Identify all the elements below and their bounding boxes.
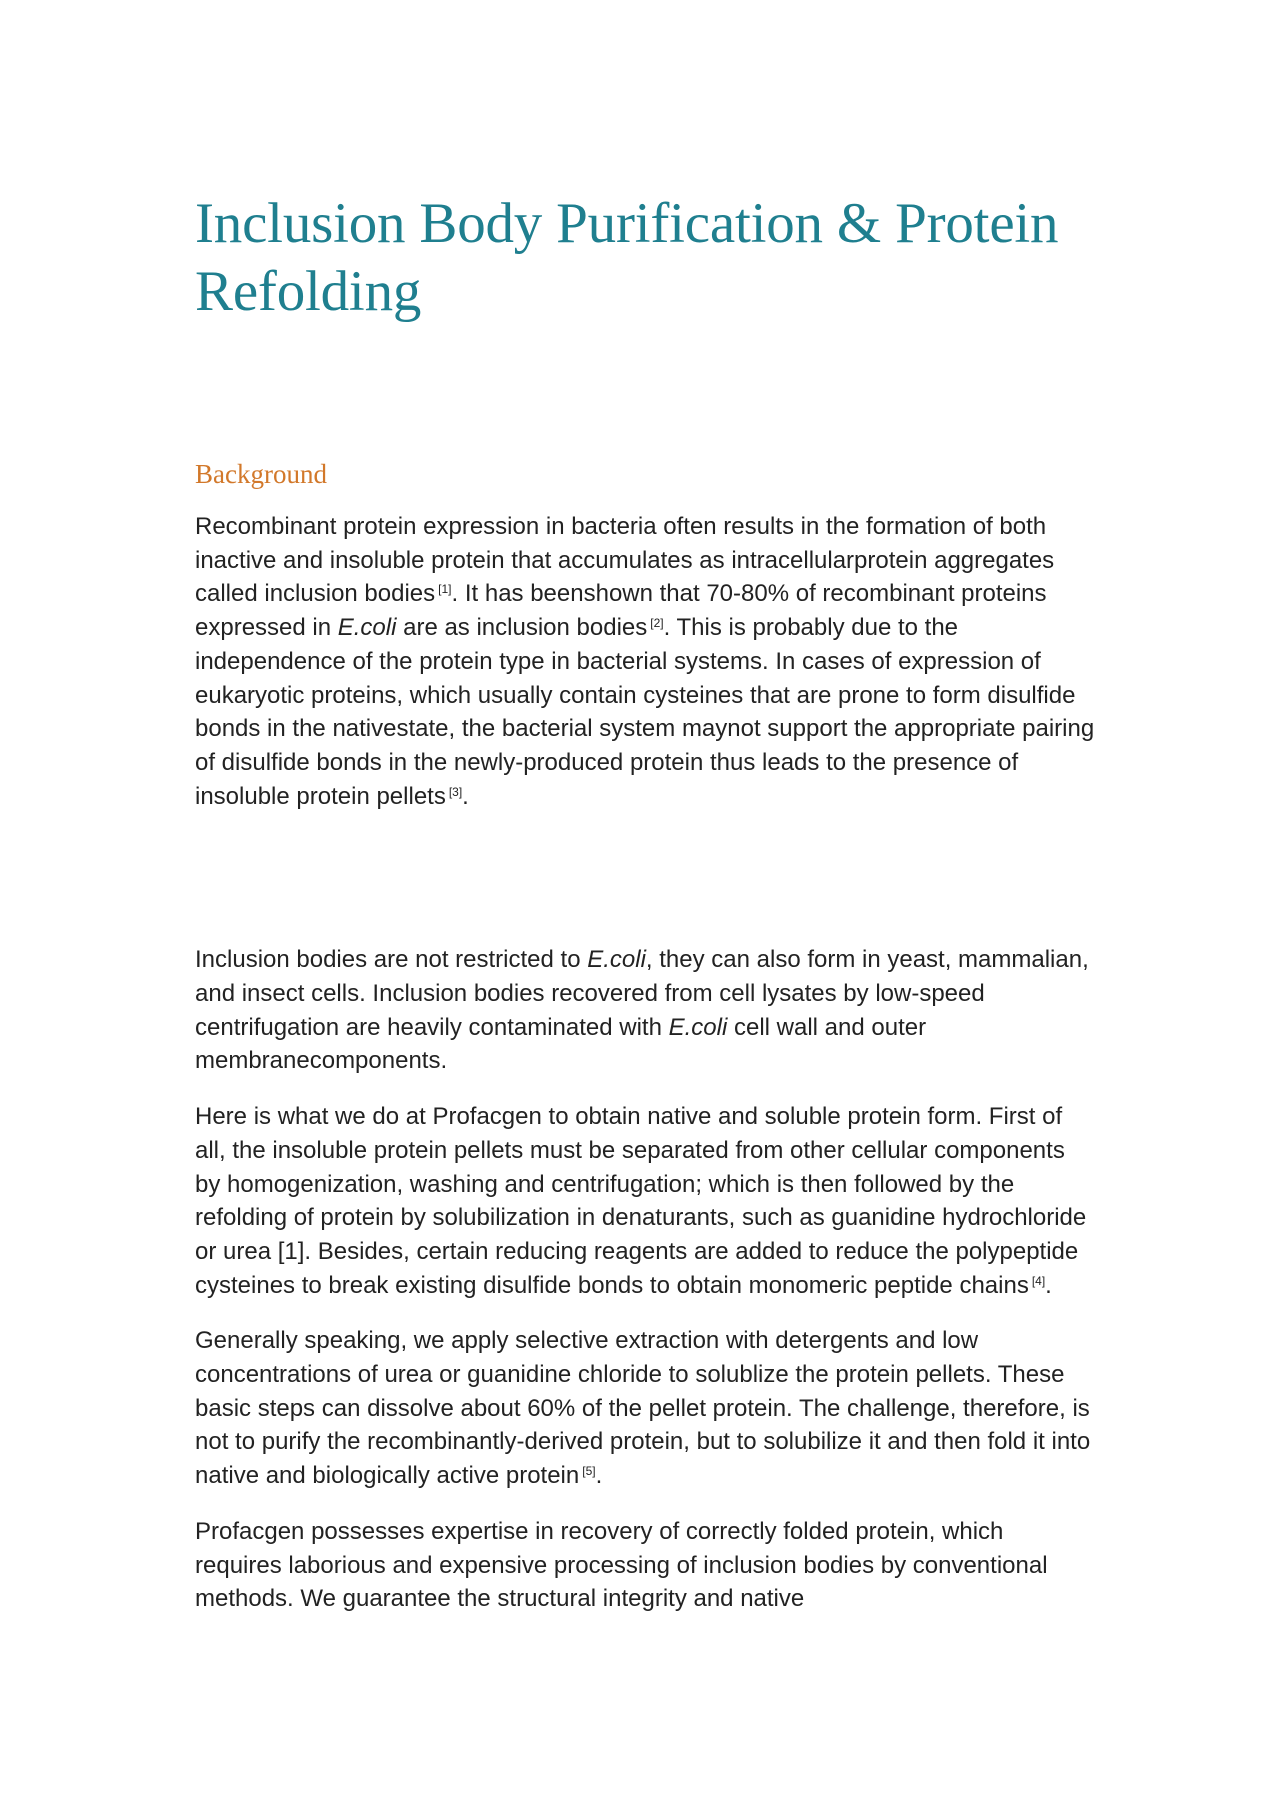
text-run: Profacgen possesses expertise in recovery of correctly folded protein, which requires laborious and expensive processing of inclusion bodies by conventional methods. We guarantee the structural integrity and native	[195, 1517, 1048, 1613]
text-run: , they can also form in yeast, mammalian, and insect cells. Inclusion bodies recovered from cell lysates by low-speed centrifugation are heavily contaminated with	[195, 946, 1089, 1041]
text-run: . It has beenshown that 70-80% of recombinant proteins expressed in	[195, 580, 1047, 642]
text-run: are as inclusion bodies	[396, 614, 648, 642]
page-title: Inclusion Body Purification & Protein Refolding	[195, 192, 1059, 323]
italic-term: E.coli	[668, 1013, 728, 1041]
text-run: .	[462, 782, 469, 810]
citation-5: [5]	[582, 1464, 596, 1479]
citation-3: [3]	[448, 784, 463, 799]
paragraph-profacgen-process	[195, 1100, 1095, 1302]
citation-1: [1]	[438, 582, 452, 597]
text-run: Generally speaking, we apply selective extraction with detergents and low concentrations of urea or guanidine chloride to solublize the protein pellets. These basic steps can dissolve about 60% of the pellet protein. The challenge, therefore, is not to purify the recombinantly-derived protein, but to solubilize it and then fold it into native and biologically active protein	[195, 1327, 1091, 1490]
paragraph-inclusion-bodies	[195, 943, 1095, 1078]
italic-term: E.coli	[587, 946, 646, 974]
italic-term: E.coli	[337, 614, 397, 642]
text-run: cell wall and outer membranecomponents.	[195, 1013, 927, 1075]
section-heading-background: Background	[195, 459, 327, 489]
text-run: Here is what we do at Profacgen to obtain native and soluble protein form. First of all, the insoluble protein pellets must be separated from other cellular components by homogenization, washing and centrifugation; which is then followed by the refolding of protein by solubilization in denaturants, such as guanidine hydrochloride or urea [1]. Besides, certain reducing reagents are added to reduce the polypeptide cysteines to break existing disulfide bonds to obtain monomeric peptide chains	[195, 1103, 1087, 1299]
citation-4: [4]	[1031, 1273, 1046, 1288]
text-run: .	[595, 1462, 603, 1490]
paragraph-extraction	[195, 1324, 1095, 1493]
paragraph-background-1	[195, 510, 1095, 813]
text-run: .	[1045, 1271, 1052, 1299]
page-content	[195, 190, 1095, 1616]
text-run: . This is probably due to the independence of the protein type in bacterial systems. In cases of expression of eukaryotic proteins, which usually contain cysteines that are prone to form disulfide bonds in the nativestate, the bacterial system maynot support the appropriate pairing of disulfide bonds in the newly-produced protein thus leads to the presence of insoluble protein pellets	[195, 614, 1095, 810]
text-run: Recombinant protein expression in bacteria often results in the formation of both inactive and insoluble protein that accumulates as intracellularprotein aggregates called inclusion bodies	[195, 513, 1055, 608]
citation-2: [2]	[650, 616, 664, 631]
paragraph-expertise	[195, 1515, 1095, 1616]
text-run: Inclusion bodies are not restricted to	[195, 946, 588, 974]
